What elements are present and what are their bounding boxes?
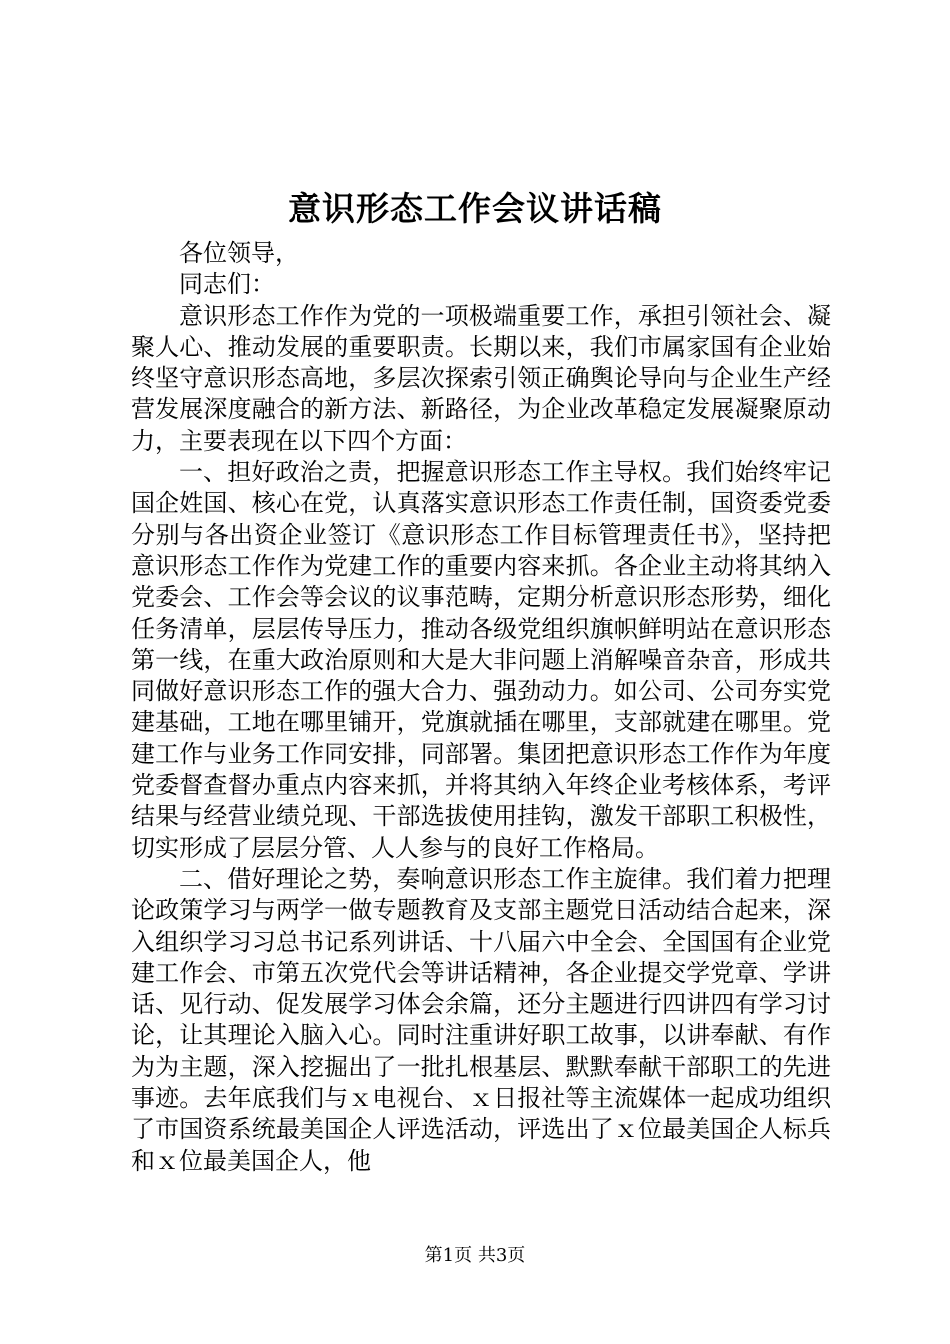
paragraph-section-one: 一、担好政治之责，把握意识形态工作主导权。我们始终牢记国企姓国、核心在党，认真落实意识形态工作责任制，国资委党委分别与各出资企业签订《意识形态工作目标管理责任书》，坚持把意识形态工作作为党建工作的重要内容来抓。各企业主动将其纳入党委会、工作会等会议的议事范畴，定期分析意识形态形势，细化任务清单，层层传导压力，推动各级党组织旗帜鲜明站在意识形态第一线，在重大政治原则和大是大非问题上消解噪音杂音，形成共同做好意识形态工作的强大合力、强劲动力。如公司、公司夯实党建基础，工地在哪里铺开，党旗就插在哪里，支部就建在哪里。党建工作与业务工作同安排，同部署。集团把意识形态工作作为年度党委督查督办重点内容来抓，并将其纳入年终企业考核体系，考评结果与经营业绩兑现、干部选拔使用挂钩，激发干部职工积极性，切实形成了层层分管、人人参与的良好工作格局。 xyxy=(131,458,831,862)
document-title: 意识形态工作会议讲话稿 xyxy=(288,189,662,228)
paragraph-section-two: 二、借好理论之势，奏响意识形态工作主旋律。我们着力把理论政策学习与两学一做专题教育及支部主题党日活动结合起来，深入组织学习习总书记系列讲话、十八届六中全会、全国国有企业党建工作会、市第五次党代会等讲话精神，各企业提交学党章、学讲话、见行动、促发展学习体会余篇，还分主题进行四讲四有学习讨论，让其理论入脑入心。同时注重讲好职工故事，以讲奉献、有作为为主题，深入挖掘出了一批扎根基层、默默奉献干部职工的先进事迹。去年底我们与ｘ电视台、ｘ日报社等主流媒体一起成功组织了市国资系统最美国企人评选活动，评选出了ｘ位最美国企人标兵和ｘ位最美国企人，他 xyxy=(131,864,831,1175)
document-body xyxy=(131,238,831,1177)
page-footer: 第1页 共3页 xyxy=(424,1245,526,1266)
paragraph-intro: 意识形态工作作为党的一项极端重要工作，承担引领社会、凝聚人心、推动发展的重要职责。长期以来，我们市属家国有企业始终坚守意识形态高地，多层次探索引领正确舆论导向与企业生产经营发展深度融合的新方法、新路径，为企业改革稳定发展凝聚原动力，主要表现在以下四个方面： xyxy=(131,301,831,455)
salutation-leaders: 各位领导， xyxy=(179,239,299,267)
salutation-comrades: 同志们： xyxy=(179,270,275,299)
